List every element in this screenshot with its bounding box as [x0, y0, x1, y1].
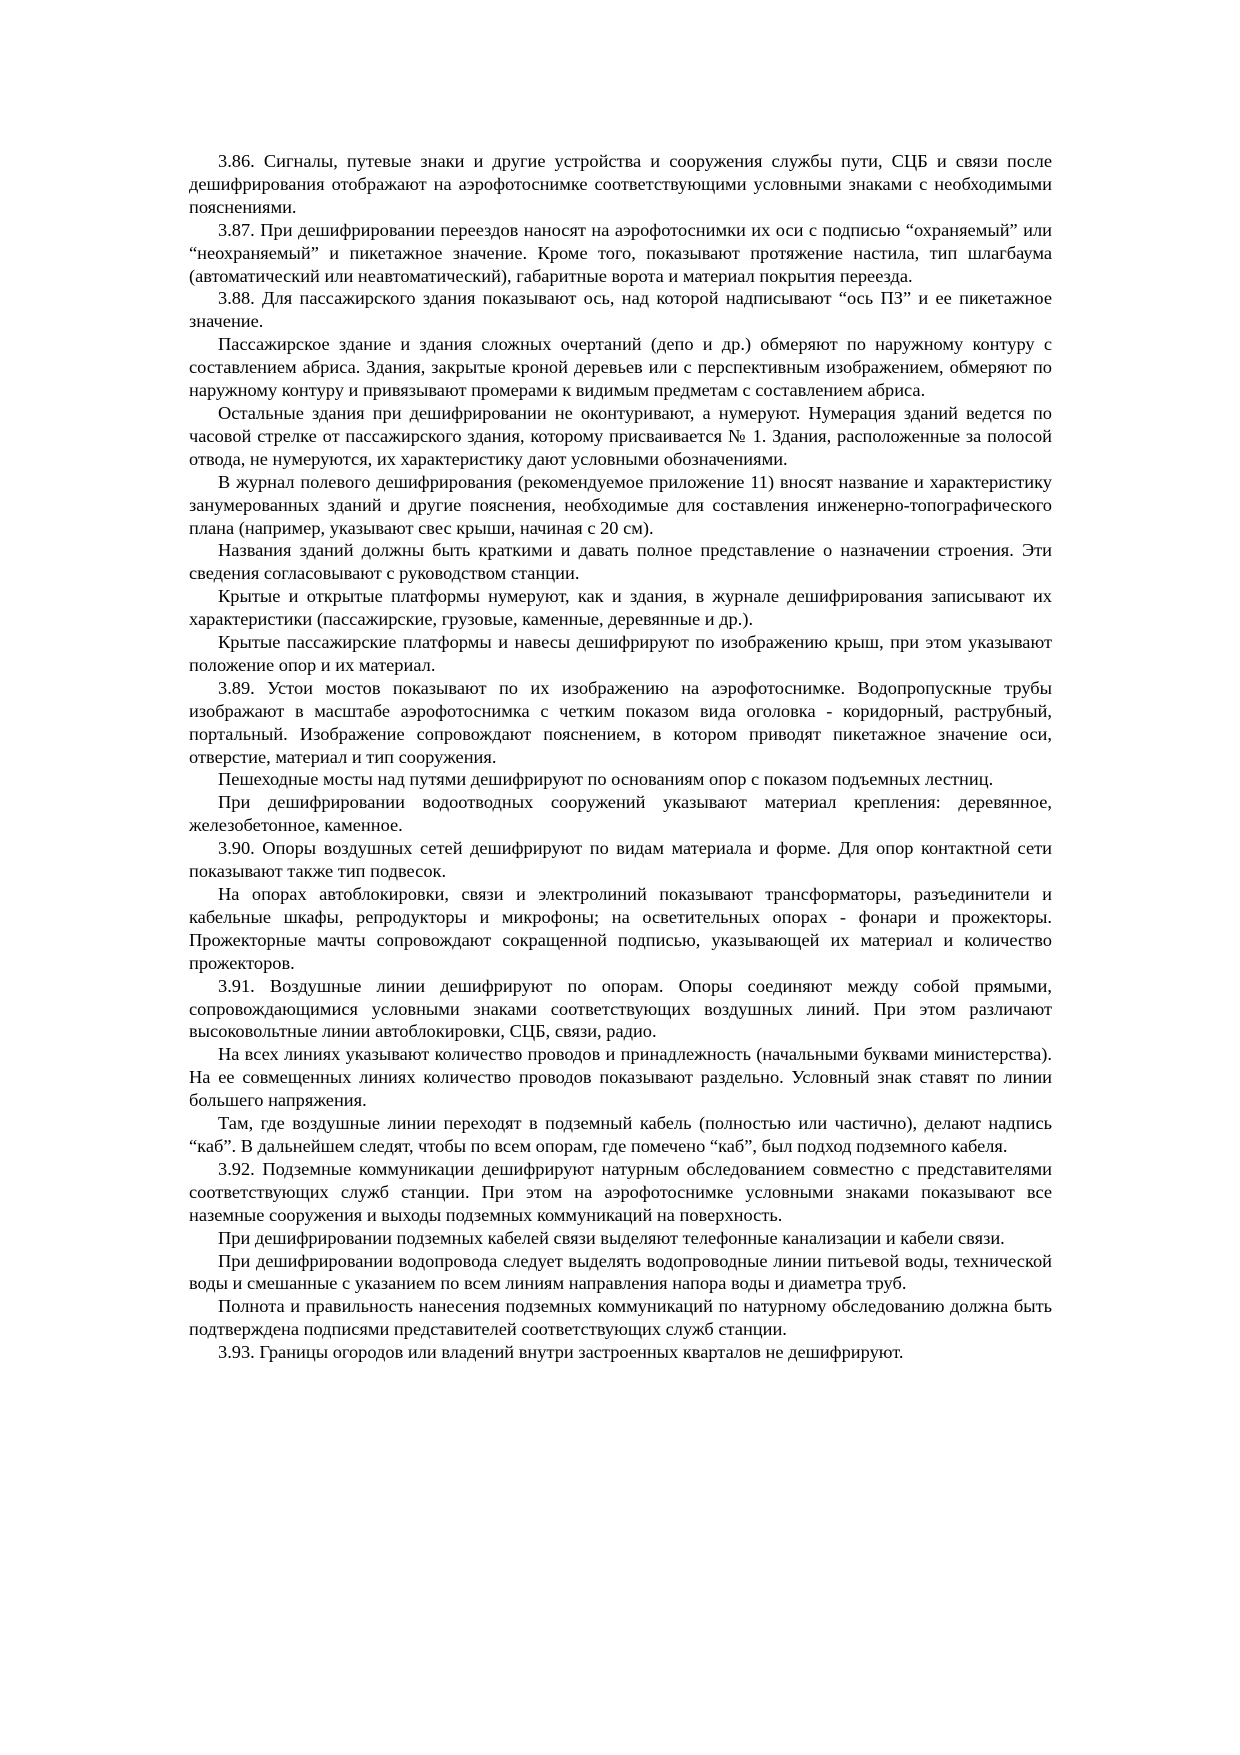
paragraph: При дешифрировании водоотводных сооружений указывают материал крепления: деревянное, железобетонное, каменное.	[189, 792, 1052, 836]
paragraph: Остальные здания при дешифрировании не оконтуривают, а нумеруют. Нумерация зданий ведется по часовой стрелке от пассажирского здания, которому присваивается № 1. Здания, расположенные за полосой отвода, не нумеруются, их характеристику дают условными обозначениями.	[189, 402, 1052, 469]
paragraph: Там, где воздушные линии переходят в подземный кабель (полностью или частично), делают надпись “каб”. В дальнейшем следят, чтобы по всем опорам, где помечено “каб”, был подход подземного кабеля.	[189, 1113, 1052, 1156]
paragraph: Пассажирское здание и здания сложных очертаний (депо и др.) обмеряют по наружному контуру с составлением абриса. Здания, закрытые кроной деревьев или с перспективным изображением, обмеряют по наружному контуру и привязывают промерами к видимым предметам с составлением абриса.	[189, 334, 1052, 401]
document-body	[189, 150, 1052, 1364]
paragraph: На всех линиях указывают количество проводов и принадлежность (начальными буквами министерства). На ее совмещенных линиях количество проводов показывают раздельно. Условный знак ставят по линии большего напряжения.	[189, 1044, 1052, 1111]
paragraph: При дешифрировании подземных кабелей связи выделяют телефонные канализации и кабели связи.	[218, 1227, 1005, 1248]
paragraph: При дешифрировании водопровода следует выделять водопроводные линии питьевой воды, технической воды и смешанные с указанием по всем линиям направления напора воды и диаметра труб.	[189, 1250, 1052, 1294]
paragraph: В журнал полевого дешифрирования (рекомендуемое приложение 11) вносят название и характеристику занумерованных зданий и другие пояснения, необходимые для составления инженерно-топографического плана (например, указывают свес крыши, начиная с 20 см).	[189, 471, 1052, 538]
paragraph-3-89: 3.89. Устои мостов показывают по их изображению на аэрофотоснимке. Водопропускные трубы изображают в масштабе аэрофотоснимка с четким показом вида оголовка - коридорный, раструбный, портальный. Изображение сопровождают пояснением, в котором приводят пикетажное значение оси, отверстие, материал и тип сооружения.	[189, 677, 1052, 767]
paragraph-3-91: 3.91. Воздушные линии дешифрируют по опорам. Опоры соединяют между собой прямыми, сопровождающимися условными знаками соответствующих воздушных линий. При этом различают высоковольтные линии автоблокировки, СЦБ, связи, радио.	[189, 975, 1052, 1042]
paragraph-3-86: 3.86. Сигналы, путевые знаки и другие устройства и сооружения службы пути, СЦБ и связи после дешифрирования отображают на аэрофотоснимке соответствующими условными знаками с необходимыми пояснениями.	[189, 151, 1052, 217]
paragraph: На опорах автоблокировки, связи и электролиний показывают трансформаторы, разъединители и кабельные шкафы, репродукторы и микрофоны; на осветительных опорах - фонари и прожекторы. Прожекторные мачты сопровождают сокращенной подписью, указывающей их материал и количество прожекторов.	[189, 884, 1052, 973]
paragraph-3-88: 3.88. Для пассажирского здания показывают ось, над которой надписывают “ось ПЗ” и ее пикетажное значение.	[189, 288, 1052, 332]
paragraph: Пешеходные мосты над путями дешифрируют по основаниям опор с показом подъемных лестниц.	[218, 769, 994, 790]
paragraph: Названия зданий должны быть краткими и давать полное представление о назначении строения. Эти сведения согласовывают с руководством станции.	[189, 540, 1052, 584]
paragraph-3-90: 3.90. Опоры воздушных сетей дешифрируют по видам материала и форме. Для опор контактной сети показывают также тип подвесок.	[189, 838, 1052, 882]
paragraph-3-92: 3.92. Подземные коммуникации дешифрируют натурным обследованием совместно с представителями соответствующих служб станции. При этом на аэрофотоснимке условными знаками показывают все наземные сооружения и выходы подземных коммуникаций на поверхность.	[189, 1158, 1052, 1225]
paragraph-3-87: 3.87. При дешифрировании переездов наносят на аэрофотоснимки их оси с подписью “охраняемый” или “неохраняемый” и пикетажное значение. Кроме того, показывают протяжение настила, тип шлагбаума (автоматический или неавтоматический), габаритные ворота и материал покрытия переезда.	[189, 219, 1052, 286]
paragraph: Крытые и открытые платформы нумеруют, как и здания, в журнале дешифрирования записывают их характеристики (пассажирские, грузовые, каменные, деревянные и др.).	[189, 586, 1052, 630]
paragraph-3-93: 3.93. Границы огородов или владений внутри застроенных кварталов не дешифрируют.	[218, 1342, 904, 1363]
paragraph: Крытые пассажирские платформы и навесы дешифрируют по изображению крыш, при этом указывают положение опор и их материал.	[189, 632, 1052, 675]
paragraph: Полнота и правильность нанесения подземных коммуникаций по натурному обследованию должна быть подтверждена подписями представителей соответствующих служб станции.	[189, 1296, 1052, 1340]
